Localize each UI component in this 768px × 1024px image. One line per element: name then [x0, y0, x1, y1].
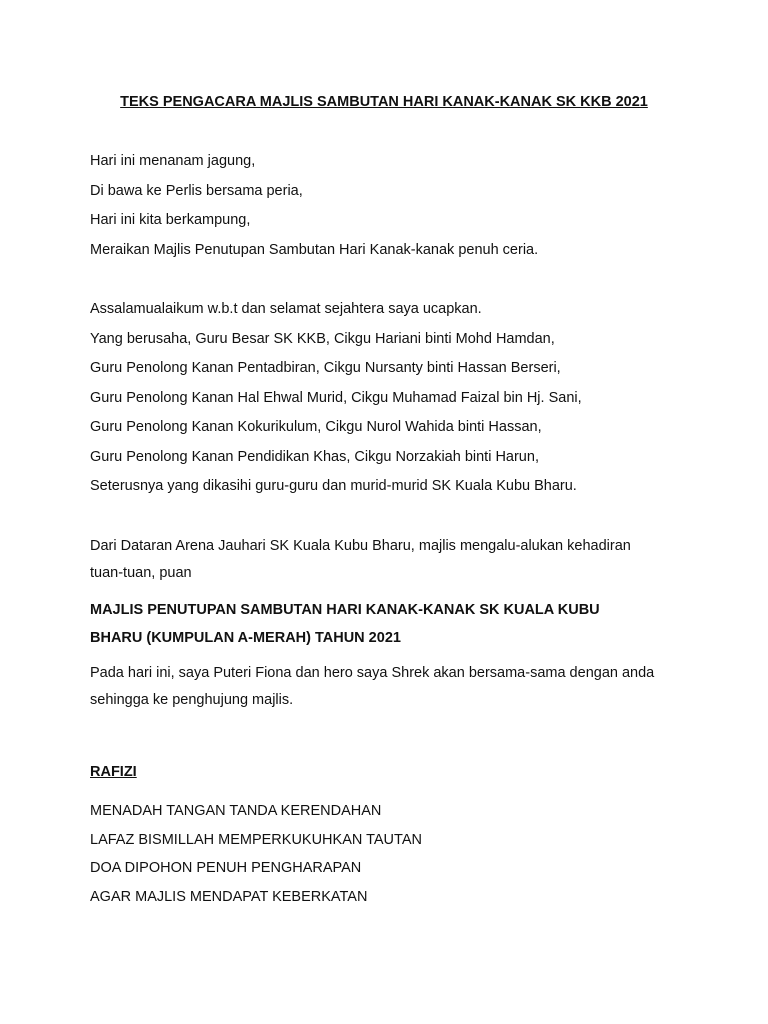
opening-pantun — [90, 147, 690, 265]
hosts-line: Pada hari ini, saya Puteri Fiona dan hero saya Shrek akan bersama-sama dengan anda — [90, 665, 655, 681]
event-name-line: MAJLIS PENUTUPAN SAMBUTAN HARI KANAK-KANAK SK KUALA KUBU — [90, 602, 600, 618]
welcome-paragraph — [90, 533, 690, 587]
greetings-block — [90, 295, 690, 502]
welcome-line: Dari Dataran Arena Jauhari SK Kuala Kubu Bharu, majlis mengalu-alukan kehadiran — [90, 538, 631, 554]
greeting-line: Assalamualaikum w.b.t dan selamat sejahtera saya ucapkan. — [90, 301, 482, 317]
prayer-line: DOA DIPOHON PENUH PENGHARAPAN — [90, 860, 362, 876]
prayer-line: LAFAZ BISMILLAH MEMPERKUKUHKAN TAUTAN — [90, 831, 422, 848]
document-title: TEKS PENGACARA MAJLIS SAMBUTAN HARI KANAK-KANAK SK KKB 2021 — [120, 94, 648, 110]
prayer-line: MENADAH TANGAN TANDA KERENDAHAN — [90, 803, 382, 819]
prayer-line: AGAR MAJLIS MENDAPAT KEBERKATAN — [90, 888, 368, 905]
hosts-paragraph — [90, 660, 690, 714]
welcome-line: tuan-tuan, puan — [90, 565, 192, 581]
section-heading: RAFIZI — [90, 764, 137, 780]
greeting-line: Guru Penolong Kanan Hal Ehwal Murid, Cikgu Muhamad Faizal bin Hj. Sani, — [90, 389, 582, 406]
greeting-line: Guru Penolong Kanan Kokurikulum, Cikgu Nurol Wahida binti Hassan, — [90, 419, 542, 435]
greeting-line: Seterusnya yang dikasihi guru-guru dan murid-murid SK Kuala Kubu Bharu. — [90, 478, 577, 494]
section-heading-block — [90, 764, 690, 780]
event-name-line: BHARU (KUMPULAN A-MERAH) TAHUN 2021 — [90, 630, 401, 646]
pantun-line: Di bawa ke Perlis bersama peria, — [90, 182, 303, 199]
greeting-line: Guru Penolong Kanan Pentadbiran, Cikgu Nursanty binti Hassan Berseri, — [90, 360, 561, 376]
pantun-line: Hari ini kita berkampung, — [90, 212, 251, 228]
pantun-line: Meraikan Majlis Penutupan Sambutan Hari Kanak-kanak penuh ceria. — [90, 241, 539, 258]
greeting-line: Yang berusaha, Guru Besar SK KKB, Cikgu Hariani binti Mohd Hamdan, — [90, 330, 555, 347]
event-name — [90, 596, 690, 652]
pantun-line: Hari ini menanam jagung, — [90, 153, 256, 169]
greeting-line: Guru Penolong Kanan Pendidikan Khas, Cikgu Norzakiah binti Harun, — [90, 448, 539, 465]
prayer-pantun — [90, 797, 690, 911]
hosts-line: sehingga ke penghujung majlis. — [90, 692, 294, 708]
